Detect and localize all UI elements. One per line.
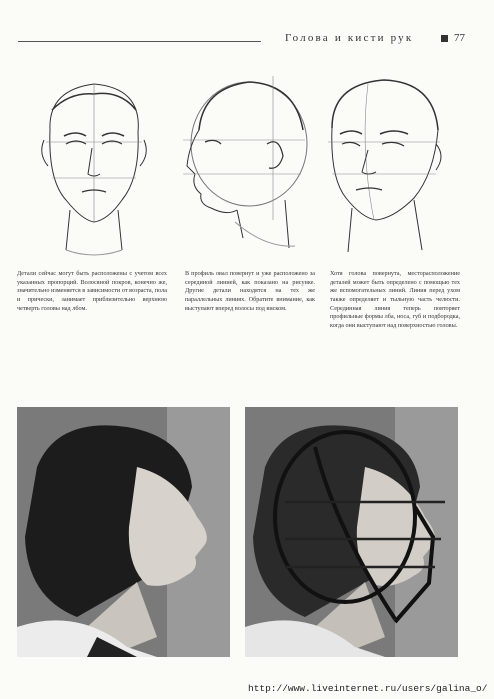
page-header: [18, 32, 478, 48]
source-url: http://www.liveinternet.ru/users/galina_o/: [248, 683, 488, 694]
page-number: 77: [454, 32, 465, 44]
sketch-front-view: [30, 70, 158, 260]
caption-profile-view: В профиль овал повернут и уже расположено за серединой линией, как показано на рисунке. Другие детали находятся на тех же параллельных линиях. Обратите внимание, как выступают вперед волосы под виском.: [185, 270, 315, 312]
profile-photo: [17, 407, 230, 657]
profile-photo-construction: [245, 407, 458, 657]
sketch-profile-view: [175, 70, 315, 260]
caption-front-view: Детали сейчас могут быть расположены с учетом всех указанных пропорций. Волосяной покров, конечно же, значительно изменяется в зависимости от возраста, пола и прически, занимает приблизительно верхнюю четверть головы над лбом.: [17, 270, 167, 312]
chapter-title: Голова и кисти рук: [285, 32, 414, 44]
header-square-marker: [441, 35, 448, 42]
sketch-three-quarter-view: [318, 70, 448, 260]
header-rule: [18, 41, 261, 42]
caption-three-quarter-view: Хотя голова повернута, месторасположение деталей может быть определено с помощью тех же вспомогательных линий. Линия перед ухом также определяет и тыльную часть челюсти. Серединная линия теперь повторяет профильные формы лба, носа, губ и подбородка, когда они выступают над поверхностью головы.: [330, 270, 460, 329]
